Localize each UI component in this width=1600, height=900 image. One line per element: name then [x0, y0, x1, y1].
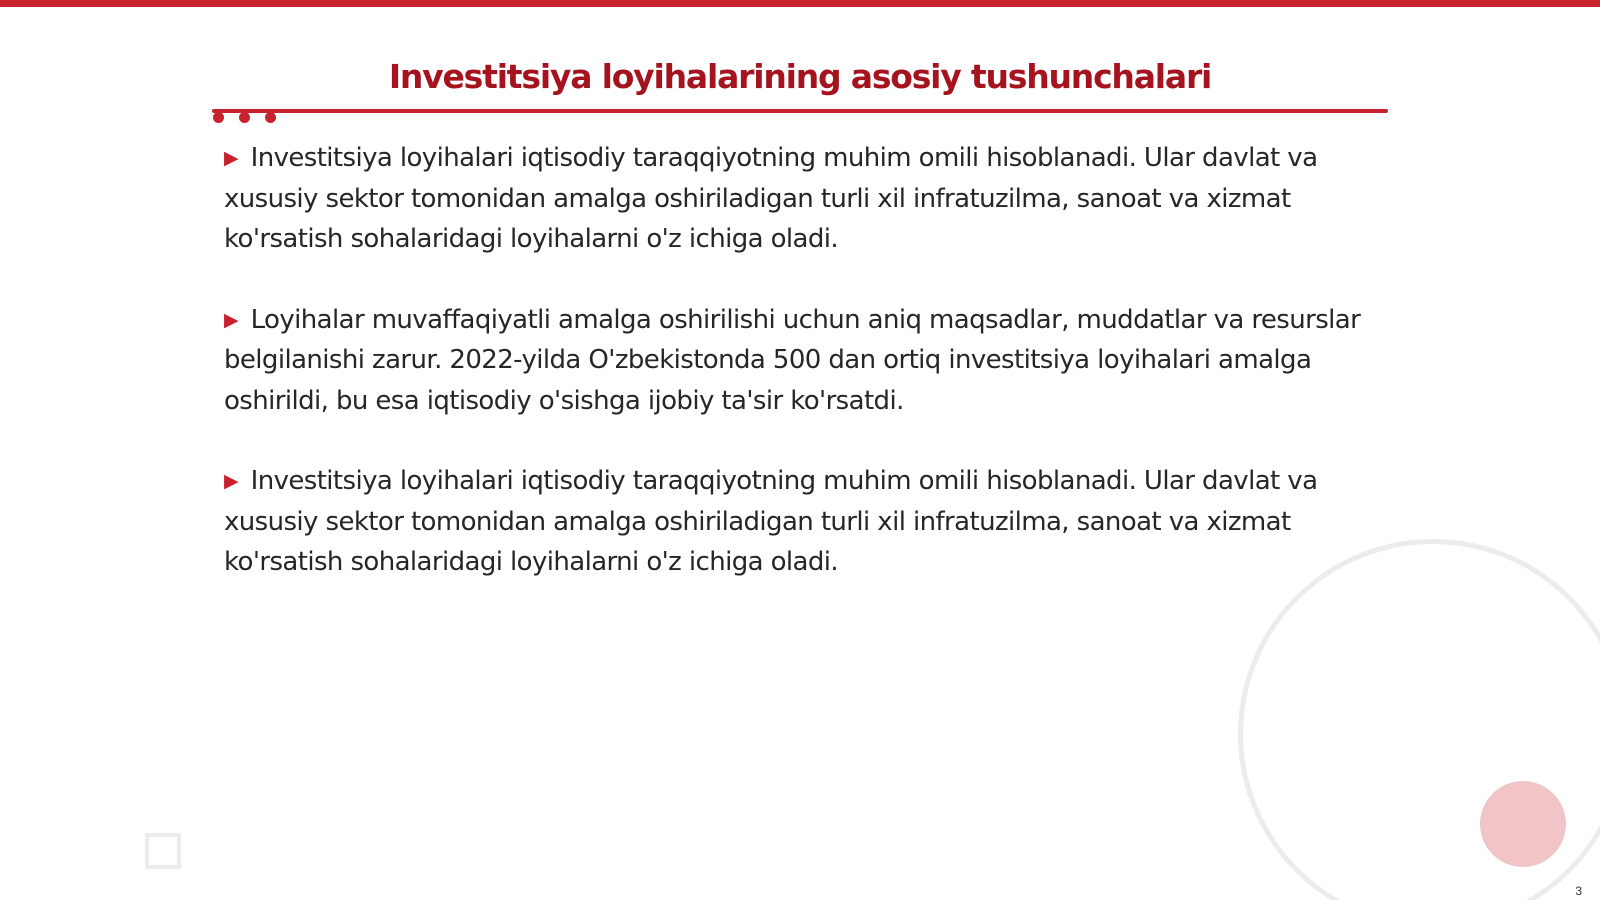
decorative-square	[145, 833, 181, 869]
slide-title: Investitsiya loyihalarining asosiy tushunchalari	[388, 57, 1212, 96]
decorative-pink-circle	[1480, 781, 1566, 867]
triangle-right-icon: ▶	[224, 308, 239, 331]
bullet-text: Investitsiya loyihalari iqtisodiy taraqqiyotning muhim omili hisoblanadi. Ular davlat va xususiy sektor tomonidan amalga oshiriladigan turli xil infratuzilma, sanoat va xizmat ko'rsatish sohalaridagi loyihalarni o'z ichiga oladi.	[224, 466, 1318, 577]
bullet-item	[224, 461, 1384, 583]
bullet-item	[224, 138, 1384, 260]
triangle-right-icon: ▶	[224, 470, 239, 492]
bullet-item	[224, 300, 1384, 422]
bullet-text: Investitsiya loyihalari iqtisodiy taraqqiyotning muhim omili hisoblanadi. Ular davlat va xususiy sektor tomonidan amalga oshiriladigan turli xil infratuzilma, sanoat va xizmat ko'rsatish sohalaridagi loyihalarni o'z ichiga oladi.	[224, 143, 1318, 254]
title-underline	[212, 109, 1388, 113]
decorative-dot	[213, 112, 224, 123]
triangle-right-icon: ▶	[224, 147, 239, 169]
bullet-text: Loyihalar muvaffaqiyatli amalga oshirilishi uchun aniq maqsadlar, muddatlar va resurslar belgilanishi zarur. 2022-yilda O'zbekistonda 500 dan ortiq investitsiya loyihalari amalga oshirildi, bu esa iqtisodiy o'sishga ijobiy ta'sir ko'rsatdi.	[224, 304, 1361, 416]
bullet-list	[224, 138, 1384, 623]
page-number: 3	[1575, 884, 1582, 898]
decorative-dot	[239, 112, 250, 123]
top-accent-bar	[0, 0, 1600, 7]
decorative-dot	[265, 112, 276, 123]
